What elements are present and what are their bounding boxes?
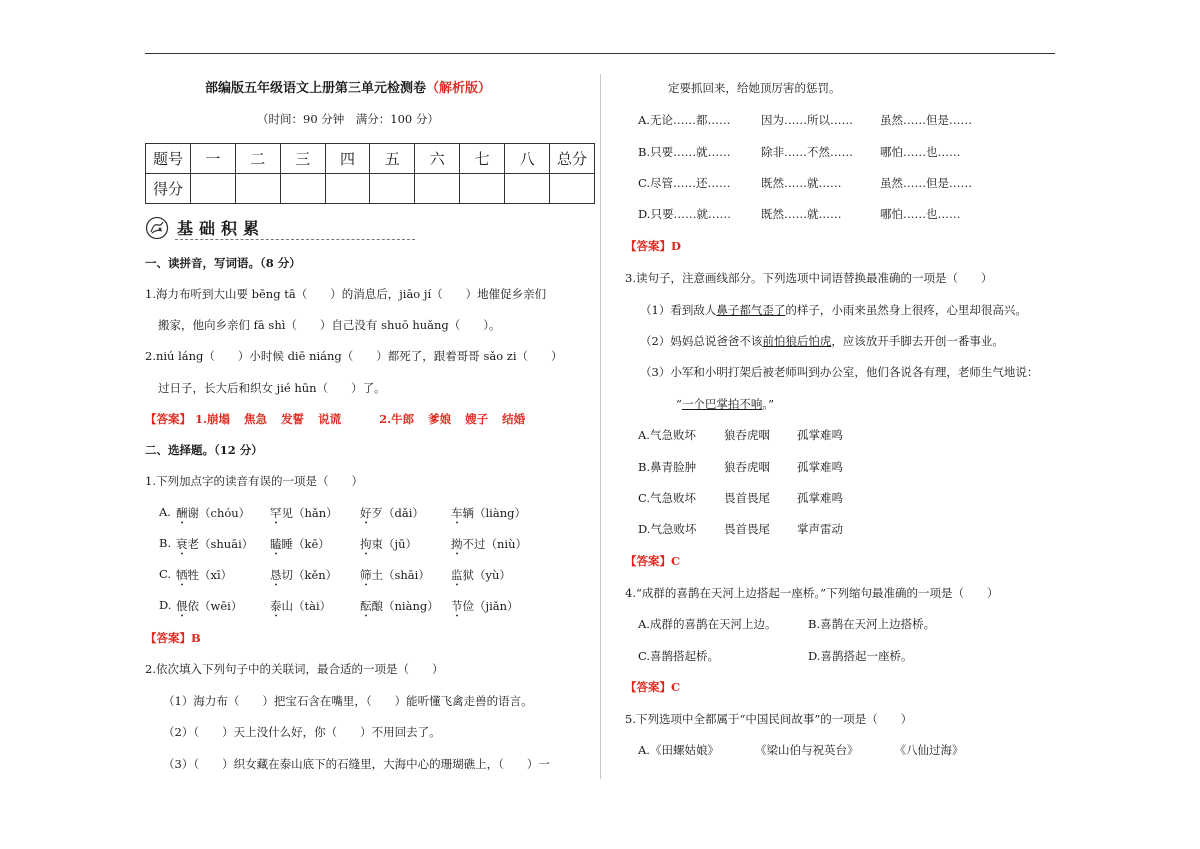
q2-option-b[interactable]: B.只要……就…… xyxy=(638,145,731,159)
q2-option-item: 虽然……但是…… xyxy=(880,113,972,127)
q5-stem: 5.下列选项中全都属于“中国民间故事”的一项是（ ） xyxy=(625,712,913,726)
q3-stem: 3.读句子，注意画线部分。下列选项中词语替换最准确的一项是（ ） xyxy=(625,271,993,285)
q3-sentence-2 xyxy=(640,333,1004,349)
q1-option-item xyxy=(270,598,331,620)
word-with-pinyin: 辆（liàng） xyxy=(462,506,526,520)
answer-word: 嫂子 xyxy=(465,412,489,426)
q3-sentence-3-quote xyxy=(676,396,774,412)
q2-option-d[interactable]: D.只要……就…… xyxy=(638,207,731,221)
score-table xyxy=(145,143,595,204)
answer-word: 爹娘 xyxy=(428,412,452,426)
part2-heading: 二、选择题。（12 分） xyxy=(145,443,263,457)
q1-option-b-label[interactable]: B. xyxy=(159,536,172,550)
q2-option-a[interactable]: A.无论……都…… xyxy=(638,113,731,127)
q3-option-item: 孤掌难鸣 xyxy=(797,460,843,474)
emphasized-char: 筛 xyxy=(360,568,372,582)
q3-option-a[interactable]: A.气急败坏 xyxy=(638,428,696,442)
q1-option-item xyxy=(270,505,338,527)
title-main: 部编版五年级语文上册第三单元检测卷 xyxy=(205,81,427,96)
q2-sentence-3-cont: 定要抓回来，给她顶厉害的惩罚。 xyxy=(668,81,841,95)
answer-word: 说谎 xyxy=(318,412,342,426)
q1-option-item xyxy=(451,598,519,620)
emphasized-char: 拘 xyxy=(360,537,372,551)
answer-word: 结婚 xyxy=(502,412,526,426)
q1-answer: 【答案】B xyxy=(145,631,201,645)
answer-word: 发誓 xyxy=(281,412,305,426)
q1-option-item xyxy=(176,505,250,527)
score-header-cell: 八 xyxy=(505,144,550,174)
q5-a-item: A.《田螺姑娘》 xyxy=(638,743,719,757)
q1-option-item xyxy=(176,598,242,620)
q3-s1-post: 的样子，小雨来虽然身上很疼，心里却很高兴。 xyxy=(785,303,1027,317)
emphasized-char: 车 xyxy=(451,506,463,520)
header-rule xyxy=(145,53,1055,54)
q1-option-item xyxy=(176,536,253,558)
word-with-pinyin: 睡（kē） xyxy=(281,537,330,551)
score-header-cell: 四 xyxy=(325,144,370,174)
q3-option-item: 狼吞虎咽 xyxy=(724,460,770,474)
section-title-text: 基础积累 xyxy=(177,219,266,238)
word-with-pinyin: 束（jū） xyxy=(371,537,417,551)
q2-answer: 【答案】D xyxy=(625,239,681,253)
q2-option-item: 哪怕……也…… xyxy=(880,207,961,221)
q4-stem: 4.“成群的喜鹊在天河上边搭起一座桥。”下列缩句最准确的一项是（ ） xyxy=(625,586,999,600)
q1-option-item xyxy=(451,567,511,589)
score-table-header-row xyxy=(146,144,595,174)
q2-option-c[interactable]: C.尽管……还…… xyxy=(638,176,731,190)
word-with-pinyin: 山（tài） xyxy=(281,599,332,613)
score-input-cell[interactable] xyxy=(505,174,550,204)
q2-sentence-3: （3）（ ）织女藏在泰山底下的石缝里，大海中心的珊瑚礁上，（ ）一 xyxy=(163,757,550,771)
section-emblem-icon xyxy=(145,216,169,240)
q1-stem: 1.下列加点字的读音有误的一项是（ ） xyxy=(145,474,363,488)
q2-option-item: 虽然……但是…… xyxy=(880,176,972,190)
q4-option-d[interactable]: D.喜鹊搭起一座桥。 xyxy=(808,649,913,663)
answer-word: 2.牛郎 xyxy=(379,412,415,426)
q3-option-b[interactable]: B.鼻青脸肿 xyxy=(638,460,697,474)
column-divider xyxy=(600,74,601,779)
q3-s1-underlined: 鼻子都气歪了 xyxy=(716,303,786,317)
word-with-pinyin: 依（wēi） xyxy=(187,599,243,613)
q4-option-b[interactable]: B.喜鹊在天河上边搭桥。 xyxy=(808,617,936,631)
q2-sentence-1: （1）海力布（ ）把宝石含在嘴里，（ ）能听懂飞禽走兽的语言。 xyxy=(163,694,533,708)
part1-answer xyxy=(145,411,525,427)
score-header-cell: 七 xyxy=(460,144,505,174)
part1-heading: 一、读拼音，写词语。（8 分） xyxy=(145,256,301,270)
q3-s2-underlined: 前怕狼后怕虎 xyxy=(762,334,832,348)
word-with-pinyin: 土（shāi） xyxy=(371,568,430,582)
q5-a-item: 《八仙过海》 xyxy=(894,743,964,757)
q2-option-item: 因为……所以…… xyxy=(761,113,853,127)
q3-option-d[interactable]: D.气急败坏 xyxy=(638,522,697,536)
q3-s1-pre: （1）看到敌人 xyxy=(640,303,717,317)
score-input-cell[interactable] xyxy=(460,174,505,204)
score-header-cell: 总分 xyxy=(550,144,595,174)
q2-option-item: 除非……不然…… xyxy=(761,145,853,159)
score-input-cell[interactable] xyxy=(325,174,370,204)
q3-option-c[interactable]: C.气急败坏 xyxy=(638,491,697,505)
score-input-cell[interactable] xyxy=(370,174,415,204)
q1-option-item xyxy=(360,536,417,558)
q1-option-item xyxy=(360,567,430,589)
q1-option-item xyxy=(176,567,232,589)
q1-option-item xyxy=(451,536,527,558)
q3-option-item: 孤掌难鸣 xyxy=(797,428,843,442)
q3-sentence-1 xyxy=(640,302,1027,318)
score-row-label: 得分 xyxy=(146,174,191,204)
score-input-cell[interactable] xyxy=(235,174,280,204)
word-with-pinyin: 俭（jiǎn） xyxy=(462,599,519,613)
q1-option-item xyxy=(360,598,439,620)
q1-option-d-label[interactable]: D. xyxy=(159,598,172,612)
emphasized-char: 牺 xyxy=(176,568,188,582)
q2-option-item: 哪怕……也…… xyxy=(880,145,961,159)
q4-option-c[interactable]: C.喜鹊搭起桥。 xyxy=(638,649,720,663)
q3-option-item: 畏首畏尾 xyxy=(724,491,770,505)
emphasized-char: 衰 xyxy=(176,537,188,551)
emphasized-char: 酬 xyxy=(176,506,188,520)
quote-close: 。” xyxy=(762,397,775,411)
word-with-pinyin: 切（kěn） xyxy=(281,568,338,582)
title-tag: （解析版） xyxy=(426,81,492,96)
section-title-underline xyxy=(175,239,415,240)
part1-q2-line1: 2.niú láng（ ）小时候 diē niáng（ ）都死了，跟着哥哥 sǎo zi（ ） xyxy=(145,349,563,363)
q2-option-item: 既然……就…… xyxy=(761,207,842,221)
q2-option-item: 既然……就…… xyxy=(761,176,842,190)
word-with-pinyin: 酿（niàng） xyxy=(371,599,439,613)
score-table-score-row xyxy=(146,174,595,204)
part1-q2-line2: 过日子，长大后和织女 jié hūn（ ）了。 xyxy=(158,381,386,395)
score-header-cell: 一 xyxy=(190,144,235,174)
exam-time-info: （时间：90 分钟 满分：100 分） xyxy=(257,112,439,126)
q3-s3-underlined: 一个巴掌拍不响 xyxy=(681,397,763,411)
part1-q1-line1: 1.海力布听到大山要 bēng tā（ ）的消息后，jiāo jí（ ）地催促乡亲们 xyxy=(145,287,547,301)
q3-option-item: 畏首畏尾 xyxy=(724,522,770,536)
score-input-cell[interactable] xyxy=(550,174,595,204)
q1-option-item xyxy=(270,536,330,558)
word-with-pinyin: 狱（yù） xyxy=(462,568,511,582)
q3-answer: 【答案】C xyxy=(625,554,681,568)
word-with-pinyin: 谢（chóu） xyxy=(187,506,251,520)
word-with-pinyin: 老（shuāi） xyxy=(187,537,254,551)
q3-option-item: 孤掌难鸣 xyxy=(797,491,843,505)
emphasized-char: 监 xyxy=(451,568,463,582)
q2-stem: 2.依次填入下列句子中的关联词，最合适的一项是（ ） xyxy=(145,662,444,676)
q4-option-a[interactable]: A.成群的喜鹊在天河上边。 xyxy=(638,617,777,631)
word-with-pinyin: 不过（niù） xyxy=(462,537,527,551)
score-input-cell[interactable] xyxy=(415,174,460,204)
emphasized-char: 泰 xyxy=(270,599,282,613)
q2-sentence-2: （2）（ ）天上没什么好，你（ ）不用回去了。 xyxy=(163,725,441,739)
emphasized-char: 瞌 xyxy=(270,537,282,551)
q1-option-a-label[interactable]: A. xyxy=(159,505,171,519)
q1-option-c-label[interactable]: C. xyxy=(159,567,172,581)
q1-option-item xyxy=(360,505,424,527)
score-header-cell: 题号 xyxy=(146,144,191,174)
q3-option-item: 掌声雷动 xyxy=(797,522,843,536)
score-input-cell[interactable] xyxy=(280,174,325,204)
score-header-cell: 三 xyxy=(280,144,325,174)
emphasized-char: 节 xyxy=(451,599,463,613)
q3-sentence-3: （3）小军和小明打架后被老师叫到办公室，他们各说各有理，老师生气地说： xyxy=(640,365,1039,379)
q1-option-item xyxy=(270,567,337,589)
emphasized-char: 拗 xyxy=(451,537,463,551)
score-input-cell[interactable] xyxy=(190,174,235,204)
quote-open: “ xyxy=(676,397,682,411)
q5-a-item: 《梁山伯与祝英台》 xyxy=(754,743,859,757)
answer-word: 1.崩塌 xyxy=(195,412,231,426)
q5-option-a[interactable] xyxy=(638,742,963,758)
emphasized-char: 偎 xyxy=(176,599,188,613)
q1-option-item xyxy=(451,505,526,527)
emphasized-char: 恳 xyxy=(270,568,282,582)
answer-word: 焦急 xyxy=(244,412,268,426)
document-title xyxy=(205,77,491,96)
score-header-cell: 二 xyxy=(235,144,280,174)
q3-option-item: 狼吞虎咽 xyxy=(724,428,770,442)
emphasized-char: 酝 xyxy=(360,599,372,613)
score-header-cell: 六 xyxy=(415,144,460,174)
q4-answer: 【答案】C xyxy=(625,680,681,694)
part1-q1-line2: 搬家，他向乡亲们 fā shì（ ）自己没有 shuō huǎng（ ）。 xyxy=(158,318,501,332)
emphasized-char: 好 xyxy=(360,506,372,520)
word-with-pinyin: 牲（xī） xyxy=(187,568,233,582)
answer-label: 【答案】 xyxy=(145,412,191,426)
q3-s2-post: ，应该放开手脚去开创一番事业。 xyxy=(831,334,1004,348)
word-with-pinyin: 歹（dǎi） xyxy=(371,506,424,520)
score-header-cell: 五 xyxy=(370,144,415,174)
q3-s2-pre: （2）妈妈总说爸爸不该 xyxy=(640,334,763,348)
word-with-pinyin: 见（hǎn） xyxy=(281,506,338,520)
emphasized-char: 罕 xyxy=(270,506,282,520)
